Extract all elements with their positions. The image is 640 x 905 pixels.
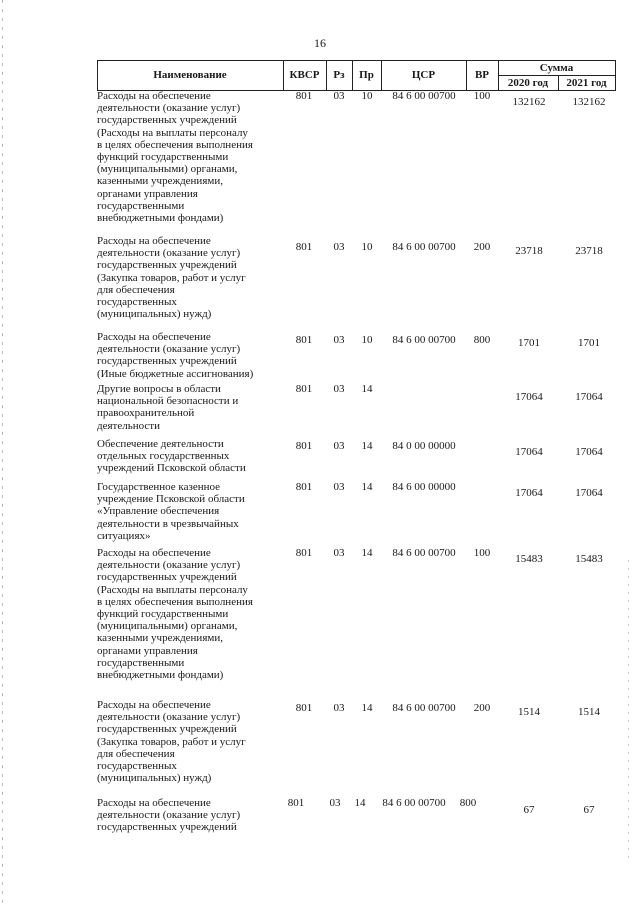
header-vr: ВР [474,69,490,81]
row-rz: 03 [333,547,345,559]
row-sum-2020: 15483 [515,553,543,565]
row-sum-2020: 132162 [512,96,546,108]
row-pr: 14 [354,797,366,809]
header-kvsr: КВСР [289,69,320,81]
row-kvsr: 801 [295,334,313,346]
row-csr: 84 6 00 00700 [392,702,456,714]
row-sum-2021: 67 [583,804,595,816]
row-rz: 03 [329,797,341,809]
row-kvsr: 801 [295,241,313,253]
page-number: 16 [314,36,326,50]
row-name: Расходы на обеспечение деятельности (оказание услуг) государственных учреждений [97,797,241,834]
row-pr: 10 [361,241,373,253]
row-kvsr: 801 [295,547,313,559]
row-name: Обеспечение деятельности отдельных государственных учреждений Псковской области [97,438,246,475]
row-rz: 03 [333,383,345,395]
row-vr: 800 [459,797,477,809]
row-rz: 03 [333,440,345,452]
header-2020: 2020 год [507,76,549,89]
row-name: Другие вопросы в области национальной безопасности и правоохранительной деятельности [97,383,239,432]
table-header [97,60,616,90]
row-sum-2021: 23718 [575,245,603,257]
row-vr: 800 [473,334,491,346]
header-pr: Пр [359,69,374,81]
row-name: Расходы на обеспечение деятельности (оказание услуг) государственных учреждений (Закупка товаров, работ и услуг для обеспечения государственных (муниципальных) нужд) [97,235,246,321]
row-name: Расходы на обеспечение деятельности (оказание услуг) государственных учреждений (Закупка товаров, работ и услуг для обеспечения государственных (муниципальных) нужд) [97,699,246,785]
row-sum-2020: 67 [523,804,535,816]
row-sum-2021: 1701 [578,337,600,349]
scan-edge-right [628,560,629,860]
row-kvsr: 801 [295,440,313,452]
row-pr: 14 [361,481,373,493]
col-border [615,60,616,90]
row-sum-2020: 23718 [515,245,543,257]
row-kvsr: 801 [295,702,313,714]
row-rz: 03 [333,241,345,253]
row-sum-2020: 17064 [515,446,543,458]
row-csr: 84 6 00 00000 [392,481,456,493]
row-kvsr: 801 [295,383,313,395]
row-kvsr: 801 [287,797,305,809]
row-sum-2020: 1514 [518,706,540,718]
header-2021: 2021 год [566,76,607,89]
header-sum: Сумма [539,61,574,74]
header-rz: Рз [333,69,345,81]
row-name: Расходы на обеспечение деятельности (оказание услуг) государственных учреждений (Расходы на выплаты персоналу в целях обеспечения выполнения функций государственными (муниципальными) органами, казенными учреждениями, органами управления государственными внебюджетными фондами) [97,547,253,682]
row-csr: 84 0 00 00000 [392,440,456,452]
row-csr: 84 6 00 00700 [382,797,446,809]
row-vr: 200 [473,241,491,253]
row-csr: 84 6 00 00700 [392,547,456,559]
scan-edge-left [2,0,3,905]
header-csr: ЦСР [411,69,436,81]
row-vr: 200 [473,702,491,714]
row-kvsr: 801 [295,90,313,102]
row-rz: 03 [333,702,345,714]
row-kvsr: 801 [295,481,313,493]
row-name: Расходы на обеспечение деятельности (оказание услуг) государственных учреждений (Иные бюджетные ассигнования) [97,331,254,380]
row-sum-2020: 1701 [518,337,540,349]
row-rz: 03 [333,90,345,102]
row-sum-2020: 17064 [515,487,543,499]
row-vr: 100 [473,90,491,102]
row-sum-2021: 17064 [575,487,603,499]
row-sum-2020: 17064 [515,391,543,403]
row-sum-2021: 1514 [578,706,600,718]
row-name: Государственное казенное учреждение Псковской области «Управление обеспечения деятельности в чрезвычайных ситуациях» [97,481,245,542]
header-name: Наименование [153,69,227,81]
row-pr: 10 [361,90,373,102]
row-vr: 100 [473,547,491,559]
row-sum-2021: 15483 [575,553,603,565]
row-rz: 03 [333,481,345,493]
row-sum-2021: 17064 [575,391,603,403]
row-pr: 14 [361,383,373,395]
row-csr: 84 6 00 00700 [392,334,456,346]
row-pr: 14 [361,547,373,559]
row-sum-2021: 17064 [575,446,603,458]
row-rz: 03 [333,334,345,346]
row-pr: 10 [361,334,373,346]
row-sum-2021: 132162 [572,96,606,108]
row-pr: 14 [361,702,373,714]
row-name: Расходы на обеспечение деятельности (оказание услуг) государственных учреждений (Расходы на выплаты персоналу в целях обеспечения выполнения функций государственными (муниципальными) органами, казенными учреждениями, органами управления государственными внебюджетными фондами) [97,90,253,225]
row-csr: 84 6 00 00700 [392,241,456,253]
row-csr: 84 6 00 00700 [392,90,456,102]
row-pr: 14 [361,440,373,452]
